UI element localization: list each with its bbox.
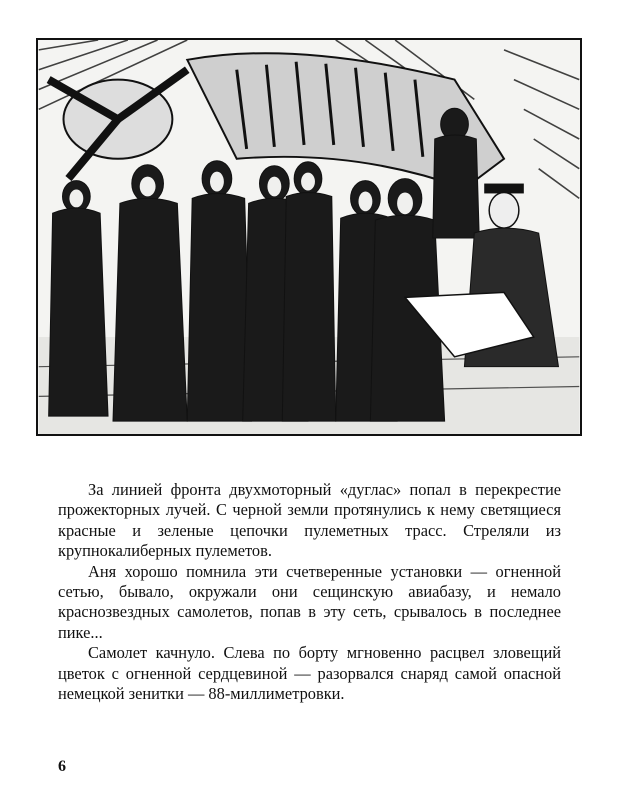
illustration-drawing [38, 40, 580, 434]
illustration-paratroopers [36, 38, 582, 436]
page-number: 6 [58, 758, 66, 775]
paragraph: Самолет качнуло. Слева по борту мгновенно расцвел зловещий цветок с огненной сердцевиной — разорвался снаряд самой опасной немецкой зенитки — 88-миллиметровки. [58, 643, 561, 704]
paragraph: За линией фронта двухмоторный «дуглас» попал в перекрестие прожекторных лучей. С черной земли протянулись к нему светящиеся красные и зеленые цепочки пулеметных трасс. Стреляли из крупнокалиберных пулеметов. [58, 480, 561, 561]
body-text [58, 480, 561, 704]
paragraph: Аня хорошо помнила эти счетверенные установки — огненной сетью, бывало, окружали они сещинскую авиабазу, и немало краснозвездных самолетов, попав в эту сеть, срывалось в последнее пике... [58, 561, 561, 642]
